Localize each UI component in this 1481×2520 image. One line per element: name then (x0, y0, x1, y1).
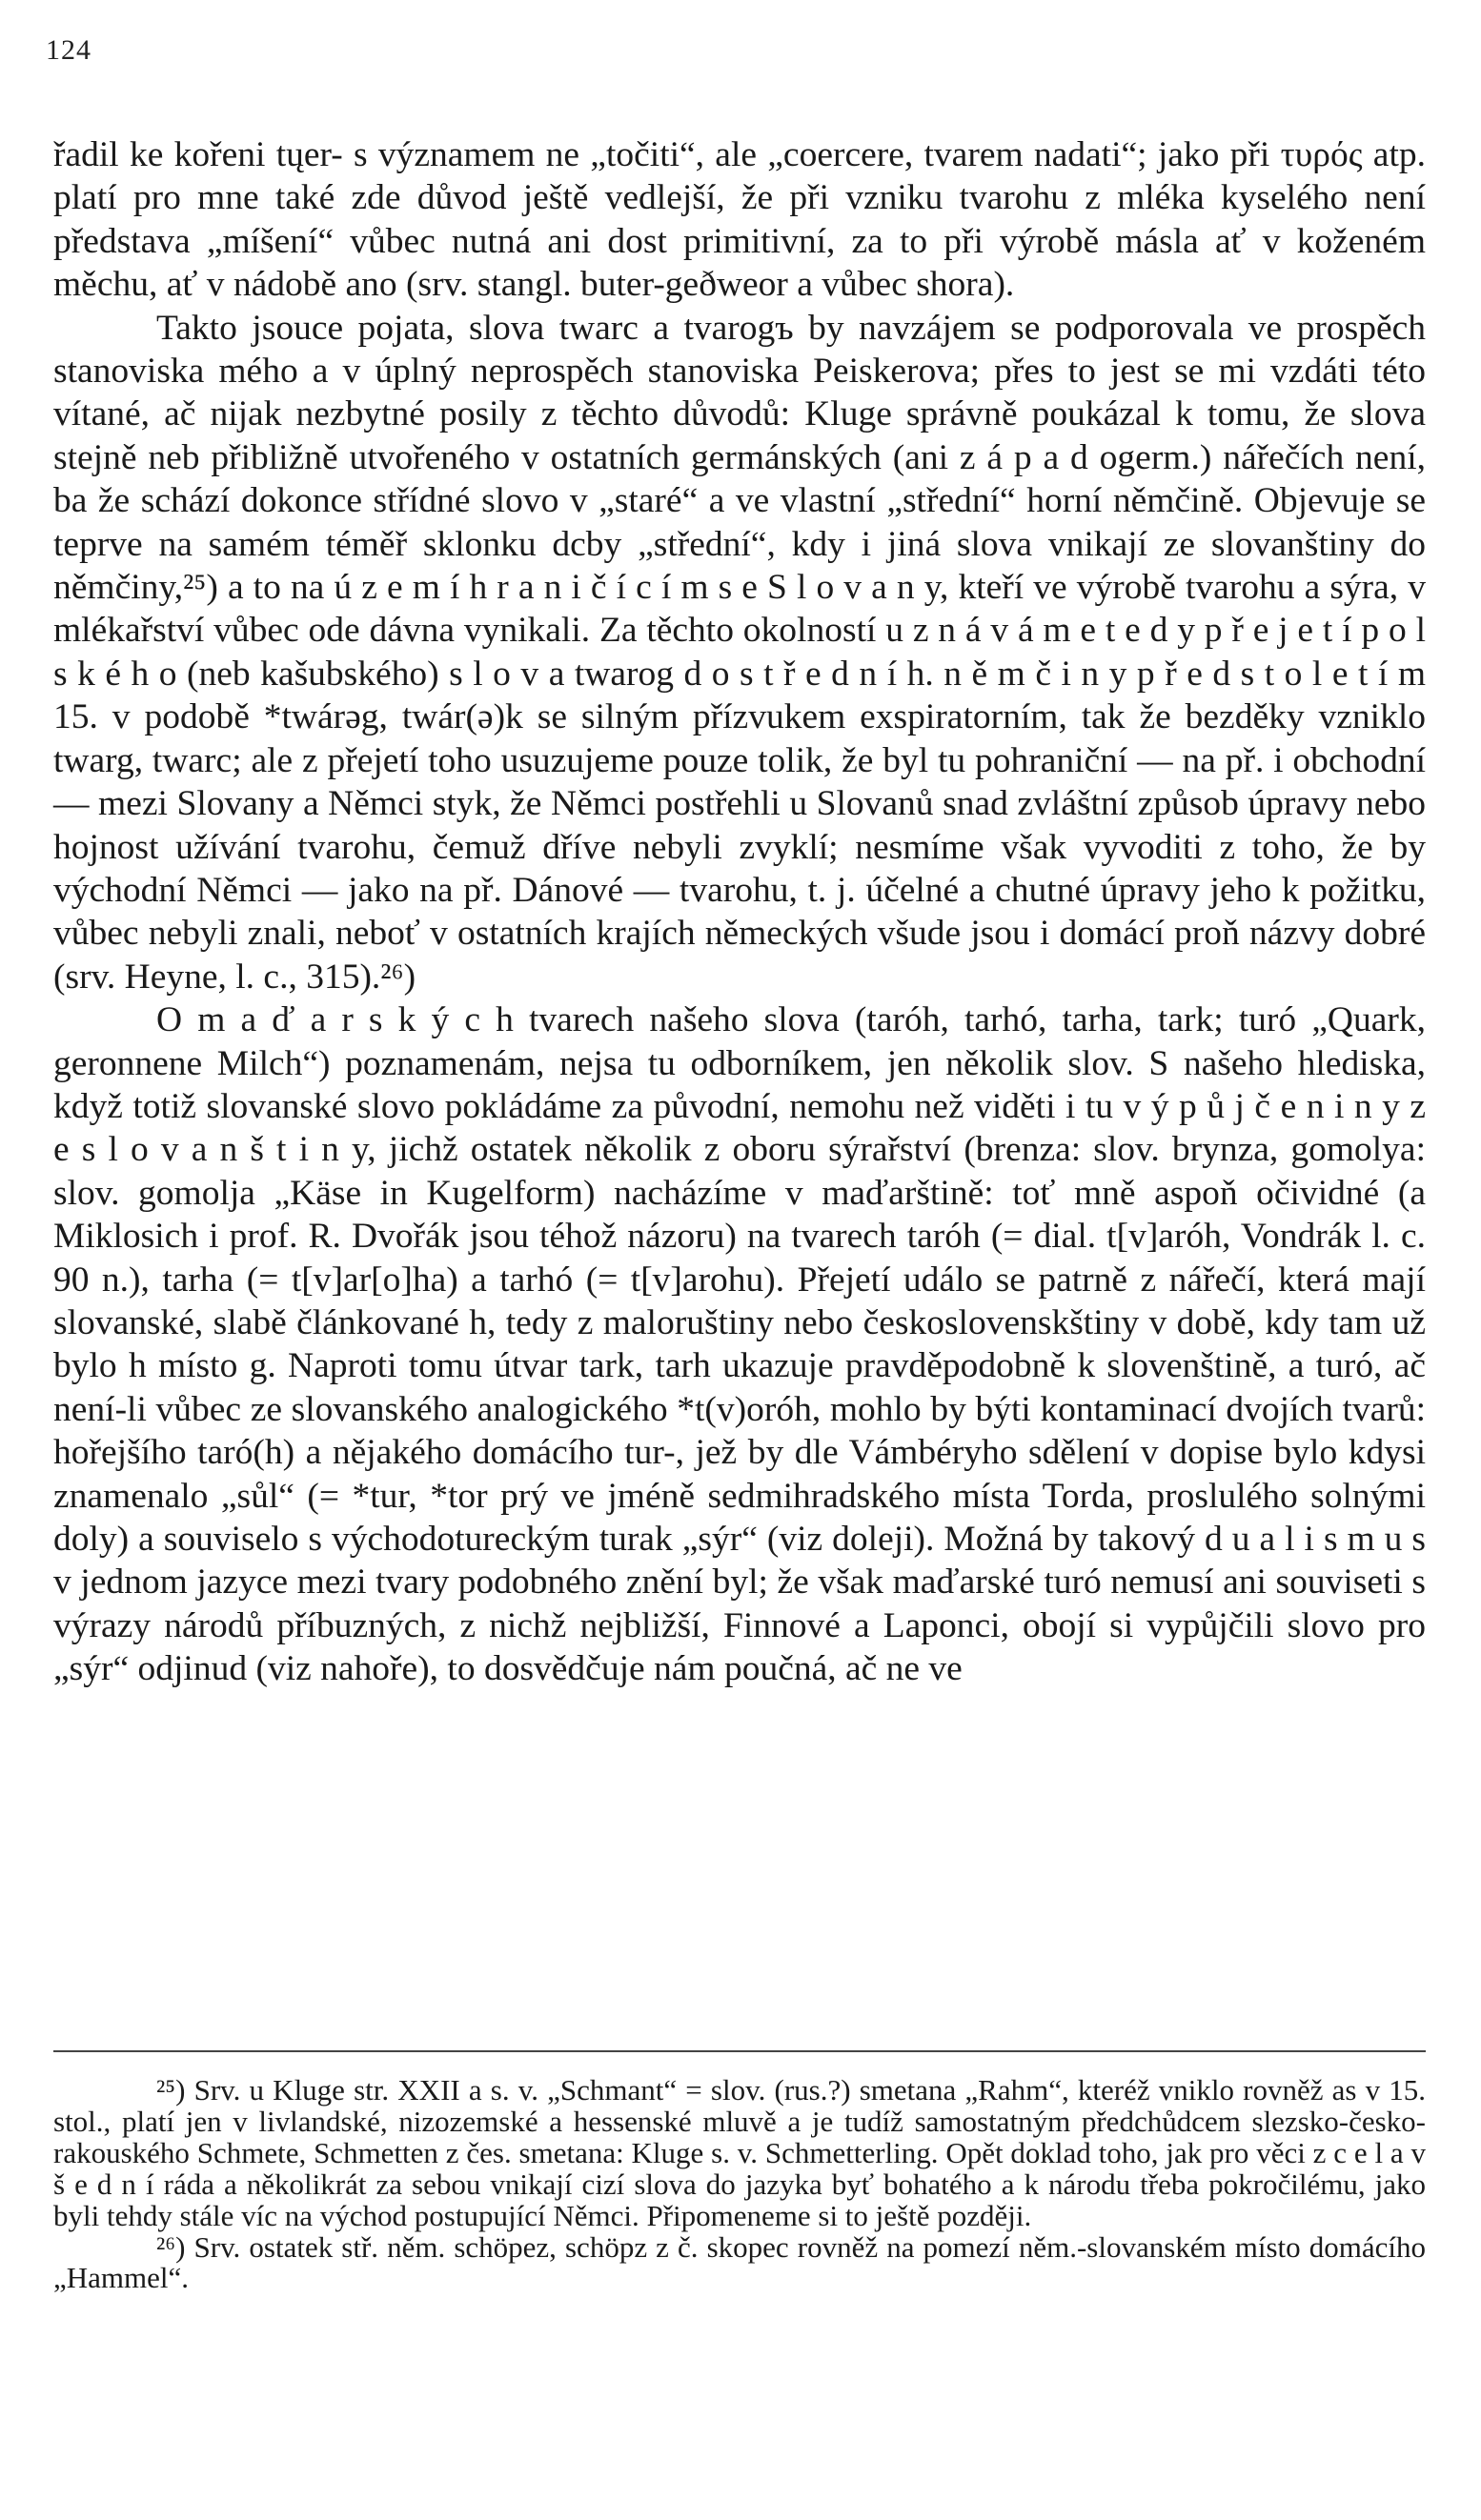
footnotes (53, 2075, 1426, 2294)
footnote-divider (53, 2050, 1426, 2052)
footnote-25: ²⁵) Srv. u Kluge str. XXII a s. v. „Schmant“ = slov. (rus.?) smetana „Rahm“, kteréž vniklo rovněž as v 15. stol., platí jen v livlandské, nizozemské a hessenské mluvě a je tudíž samostatným předchůdcem slezsko-česko-rakouského Schmete, Schmetten z čes. smetana: Kluge s. v. Schmetterling. Opět doklad toho, jak pro věci z c e l a v š e d n í ráda a několikrát za sebou vnikají cizí slova do jazyka byť bohatého a k národu třeba pokročilému, jako byli tehdy stále víc na východ postupující Němci. Připomeneme si to ještě později. (53, 2073, 1426, 2232)
main-text (53, 133, 1426, 1691)
paragraph-1: řadil ke kořeni tųer- s významem ne „točiti“, ale „coercere, tvarem nadati“; jako při τυρός atp. platí pro mne také zde důvod ještě vedlejší, že při vzniku tvarohu z mléka kyselého není představa „míšení“ vůbec nutná ani dost primitivní, za to při výrobě másla ať v koženém měchu, ať v nádobě ano (srv. stangl. buter-geðweor a vůbec shora). (53, 135, 1426, 305)
footnote-26: ²⁶) Srv. ostatek stř. něm. schöpez, schöpz z č. skopec rovněž na pomezí něm.-slovanském místo domácího „Hammel“. (53, 2229, 1426, 2295)
paragraph-3: O m a ď a r s k ý c h tvarech našeho slova (taróh, tarhó, tarha, tark; turó „Quark, geronnene Milch“) poznamenám, nejsa tu odborníkem, jen několik slov. S našeho hlediska, když totiž slovanské slovo pokládáme za původní, nemohu než viděti i tu v ý p ů j č e n i n y z e s l o v a n š t i n y, jichž ostatek několik z oboru sýrařství (brenza: slov. brynza, gomolya: slov. gomolja „Käse in Kugelform) nacházíme v maďarštině: toť mně aspoň očividné (a Miklosich i prof. R. Dvořák jsou téhož názoru) na tvarech taróh (= dial. t[v]aróh, Vondrák l. c. 90 n.), tarha (= t[v]ar[o]ha) a tarhó (= t[v]arohu). Přejetí událo se patrně z nářečí, která mají slovanské, slabě článkované h, tedy z maloruštiny nebo československštiny v době, kdy tam už bylo h místo g. Naproti tomu útvar tark, tarh ukazuje pravděpodobně k slovenštině, a turó, ač není-li vůbec ze slovanského analogického *t(v)oróh, mohlo by býti kontaminací dvojích tvarů: hořejšího taró(h) a nějakého domácího tur-, jež by dle Vámbéryho sdělení v dopise bylo kdysi znamenalo „sůl“ (= *tur, *tor prý ve jméně sedmihradského místa Torda, proslulého solnými doly) a souviselo s východotureckým turak „sýr“ (viz doleji). Možná by takový d u a l i s m u s v jednom jazyce mezi tvary podobného znění byl; že však maďarské turó nemusí ani souviseti s výrazy národů příbuzných, z nichž nejbližší, Finnové a Laponci, obojí si vypůjčili slovo pro „sýr“ odjinud (viz nahoře), to dosvědčuje nám poučná, ač ne ve (53, 1000, 1426, 1689)
page-number: 124 (46, 34, 91, 66)
paragraph-2: Takto jsouce pojata, slova twarc a tvarogъ by navzájem se podporovala ve prospěch stanoviska mého a v úplný neprospěch stanoviska Peiskerova; přes to jest se mi vzdáti této vítané, ač nijak nezbytné posily z těchto důvodů: Kluge správně poukázal k tomu, že slova stejně neb přibližně utvořeného v ostatních germánských (ani z á p a d ogerm.) nářečích není, ba že schází dokonce střídné slovo v „staré“ a ve vlastní „střední“ horní němčině. Objevuje se teprve na samém téměř sklonku dcby „střední“, kdy i jiná slova vnikají ze slovanštiny do němčiny,²⁵) a to na ú z e m í h r a n i č í c í m s e S l o v a n y, kteří ve výrobě tvarohu a sýra, v mlékařství vůbec ode dávna vynikali. Za těchto okolností u z n á v á m e t e d y p ř e j e t í p o l s k é h o (neb kašubského) s l o v a twarog d o s t ř e d n í h. n ě m č i n y p ř e d s t o l e t í m 15. v podobě *twárəg, twár(ə)k se silným přízvukem exspiratorním, tak že bezděky vzniklo twarg, twarc; ale z přejetí toho usuzujeme pouze tolik, že byl tu pohraniční — na př. i obchodní — mezi Slovany a Němci styk, že Němci postřehli u Slovanů snad zvláštní způsob úpravy nebo hojnost užívání tvarohu, čemuž dříve nebyli zvyklí; nesmíme však vyvoditi z toho, že by východní Němci — jako na př. Dánové — tvarohu, t. j. účelné a chutné úpravy jeho k požitku, vůbec nebyli znali, neboť v ostatních krajích německých všude jsou i domácí proň názvy dobré (srv. Heyne, l. c., 315).²⁶) (53, 308, 1426, 997)
